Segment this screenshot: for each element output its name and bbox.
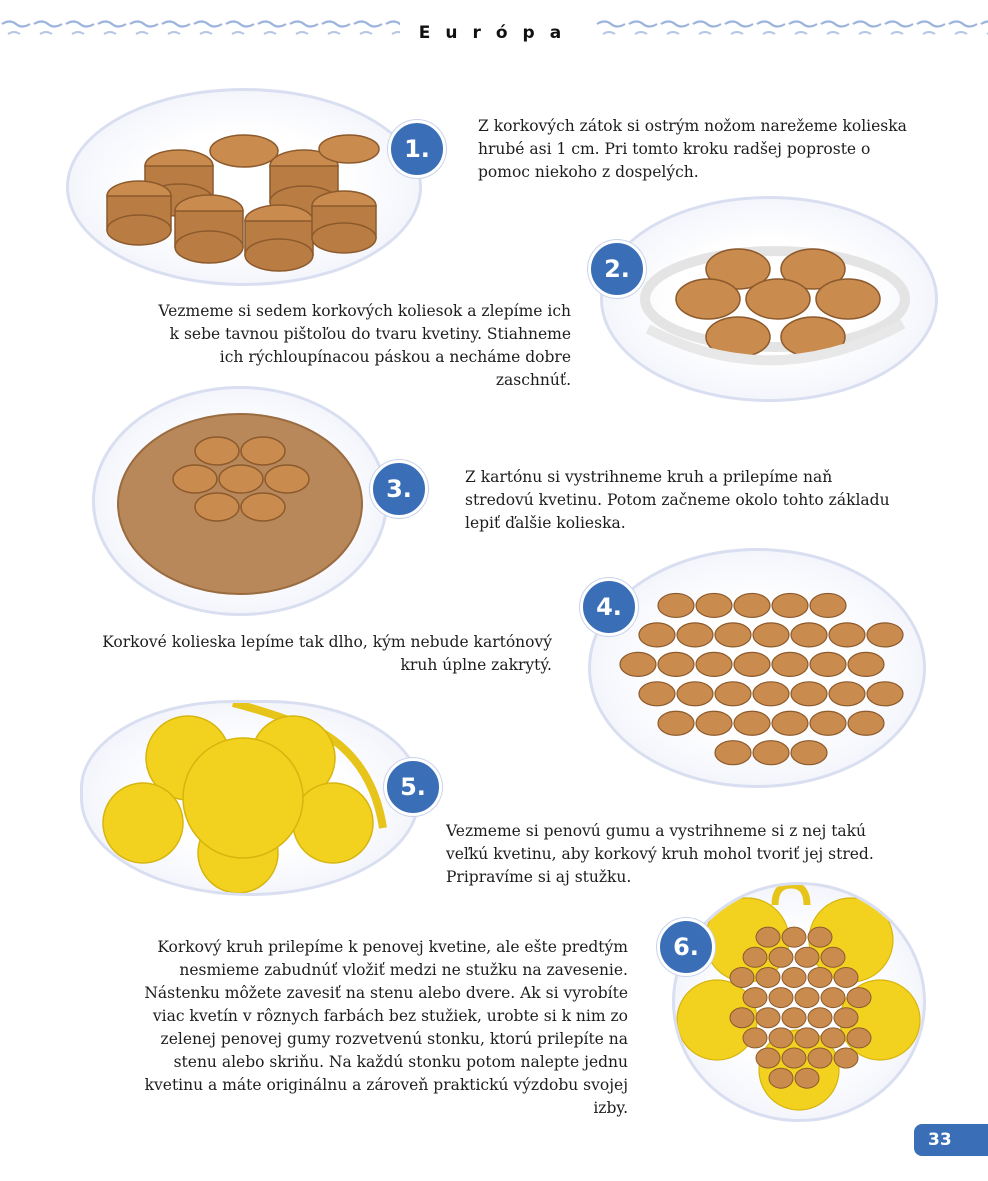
step-5-photo xyxy=(80,700,420,896)
step-3-text: Z kartónu si vystrihneme kruh a prilepíme naň stredovú kvetinu. Potom začneme okolo tohto základu lepiť ďalšie kolieska. xyxy=(465,468,890,532)
step-4-text: Korkové kolieska lepíme tak dlho, kým nebude kartónový kruh úplne zakrytý. xyxy=(102,633,552,674)
page-number: 33 xyxy=(914,1124,988,1156)
step-4-badge: 4. xyxy=(580,578,638,636)
step-2-text: Vezmeme si sedem korkových koliesok a zlepíme ich k sebe tavnou pištoľou do tvaru kvetiny. Stiahneme ich rýchloupínacou páskou a necháme dobre zaschnúť. xyxy=(158,302,571,389)
step-1-badge: 1. xyxy=(388,120,446,178)
header-border-left xyxy=(0,16,400,40)
step-5-badge: 5. xyxy=(384,758,442,816)
step-5-text: Vezmeme si penovú gumu a vystrihneme si z nej takú veľkú kvetinu, aby korkový kruh mohol tvoriť jej stred. Pripravíme si aj stužku. xyxy=(446,822,874,886)
header-border-right xyxy=(595,16,988,40)
step-6-photo xyxy=(672,882,926,1122)
step-1-photo xyxy=(66,88,422,286)
step-2-badge: 2. xyxy=(588,240,646,298)
step-2-photo xyxy=(600,196,938,402)
step-6-badge: 6. xyxy=(657,918,715,976)
page-header-title: Európa xyxy=(418,23,577,43)
step-1-text: Z korkových zátok si ostrým nožom narežeme kolieska hrubé asi 1 cm. Pri tomto kroku radšej poproste o pomoc niekoho z dospelých. xyxy=(478,117,907,181)
step-3-photo xyxy=(92,386,388,616)
step-4-photo xyxy=(588,548,926,788)
step-6-text: Korkový kruh prilepíme k penovej kvetine, ale ešte predtým nesmieme zabudnúť vložiť medzi ne stužku na zavesenie. Nástenku môžete zavesiť na stenu alebo dvere. Ak si vyrobíte viac kvetín v rôznych farbách bez stužiek, urobte si k nim zo zelenej penovej gumy rozvetvenú stonku, ktorú prilepíte na stenu alebo skriňu. Na každú stonku potom nalepte jednu kvetinu a máte originálnu a zároveň praktickú výzdobu svojej izby. xyxy=(144,938,628,1117)
step-3-badge: 3. xyxy=(370,460,428,518)
